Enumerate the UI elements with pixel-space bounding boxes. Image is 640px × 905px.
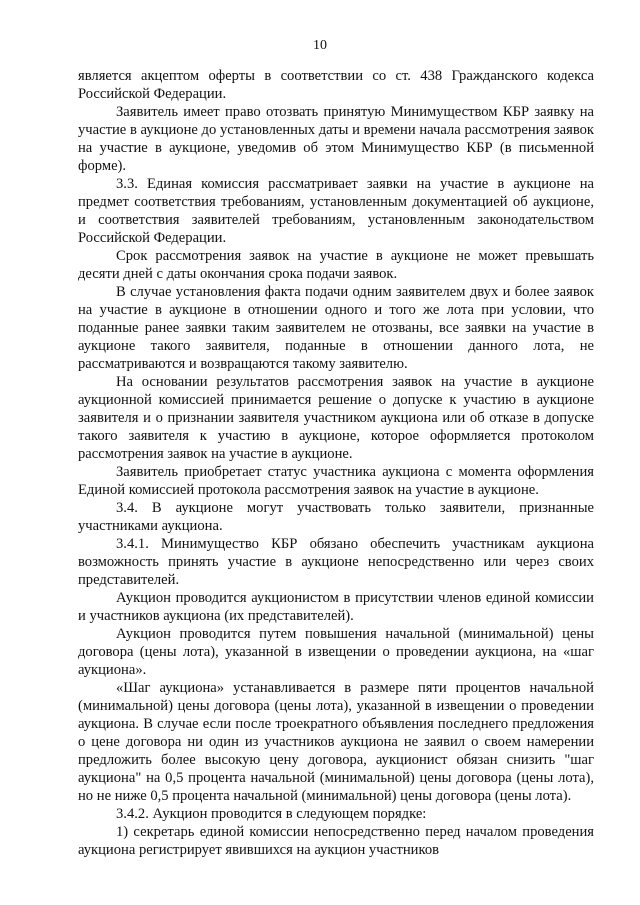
paragraph-admission-decision: На основании результатов рассмотрения заявок на участие в аукционе аукционной комиссией принимается решение о допуске к участию в аукционе заявителя и о признании заявителя участником аукциона или об отказе в допуске такого заявителя к участию в аукционе, которое оформляется протоколом рассмотрения заявок на участие в аукционе.	[78, 374, 594, 462]
paragraph-review-term: Срок рассмотрения заявок на участие в аукционе не может превышать десяти дней с даты окончания срока подачи заявок.	[78, 248, 594, 282]
paragraph-3-4-2: 3.4.2. Аукцион проводится в следующем порядке:	[116, 806, 427, 822]
paragraph-auctioneer: Аукцион проводится аукционистом в присутствии членов единой комиссии и участников аукциона (их представителей).	[78, 590, 594, 624]
paragraph-duplicate-applications: В случае установления факта подачи одним заявителем двух и более заявок на участие в аукционе в отношении одного и того же лота при условии, что поданные ранее заявки таким заявителем не отозваны, все заявки на участие в аукционе такого заявителя, поданные в отношении данного лота, не рассматриваются и возвращаются такому заявителю.	[78, 284, 594, 372]
paragraph-price-increase: Аукцион проводится путем повышения начальной (минимальной) цены договора (цены лота), указанной в извещении о проведении аукциона, на «шаг аукциона».	[78, 626, 594, 678]
paragraph-auction-step: «Шаг аукциона» устанавливается в размере пяти процентов начальной (минимальной) цены договора (цены лота), указанной в извещении о проведении аукциона. В случае если после троекратного объявления последнего предложения о цене договора ни один из участников аукциона не заявил о своем намерении предложить более высокую цену договора, аукционист обязан снизить "шаг аукциона" на 0,5 процента начальной (минимальной) цены договора (цены лота), но не ниже 0,5 процента начальной (минимальной) цены договора (цены лота).	[78, 680, 594, 804]
paragraph-3-4-1: 3.4.1. Минимущество КБР обязано обеспечить участникам аукциона возможность принять участие в аукционе непосредственно или через своих представителей.	[78, 536, 594, 588]
paragraph-3-4: 3.4. В аукционе могут участвовать только заявители, признанные участниками аукциона.	[78, 500, 594, 534]
paragraph-participant-status: Заявитель приобретает статус участника аукциона с момента оформления Единой комиссией протокола рассмотрения заявок на участие в аукционе.	[78, 464, 594, 498]
paragraph-procedure-item-1: 1) секретарь единой комиссии непосредственно перед началом проведения аукциона регистрирует явившихся на аукцион участников	[78, 824, 594, 858]
document-body	[78, 67, 594, 859]
page-number: 10	[313, 38, 327, 53]
paragraph-withdraw-application: Заявитель имеет право отозвать принятую Минимуществом КБР заявку на участие в аукционе до установленных даты и времени начала рассмотрения заявок на участие в аукционе, уведомив об этом Минимущество КБР (в письменной форме).	[78, 104, 594, 174]
paragraph-3-3: 3.3. Единая комиссия рассматривает заявки на участие в аукционе на предмет соответствия требованиям, установленным документацией об аукционе, и соответствия заявителей требованиям, установленным законодательством Российской Федерации.	[78, 176, 594, 246]
paragraph-offer-acceptance: является акцептом оферты в соответствии со ст. 438 Гражданского кодекса Российской Федерации.	[78, 68, 594, 102]
